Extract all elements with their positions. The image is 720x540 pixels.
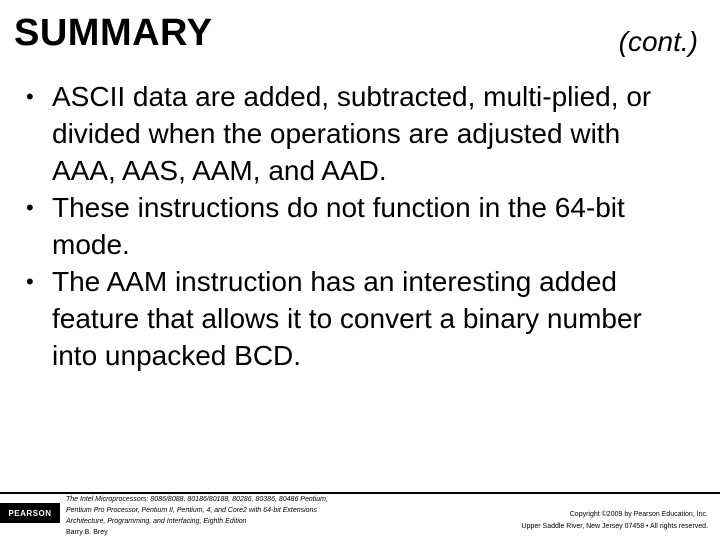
copyright-notice xyxy=(522,509,708,533)
bullet-item xyxy=(26,263,686,374)
pearson-logo: PEARSON xyxy=(0,503,60,523)
book-title-line: The Intel Microprocessors: 8086/8088, 80186/80188, 80286, 80386, 80486 Pentium, xyxy=(66,496,328,503)
bullet-item xyxy=(26,189,686,263)
bullet-list xyxy=(26,78,686,374)
bullet-dot-icon: • xyxy=(26,195,34,220)
copyright-line: Copyright ©2009 by Pearson Education, Inc. xyxy=(569,511,708,518)
slide-title: SUMMARY xyxy=(14,12,213,54)
bullet-dot-icon: • xyxy=(26,84,34,109)
continued-label: (cont.) xyxy=(618,26,698,57)
bullet-text: The AAM instruction has an interesting added feature that allows it to convert a binary number into unpacked BCD. xyxy=(52,266,642,371)
book-title-line: Architecture, Programming, and Interfacing, Eighth Edition xyxy=(66,518,247,525)
book-author: Barry B. Brey xyxy=(66,529,108,536)
bullet-dot-icon: • xyxy=(26,269,34,294)
bullet-text: ASCII data are added, subtracted, multi-plied, or divided when the operations are adjusted with AAA, AAS, AAM, and AAD. xyxy=(52,81,652,186)
book-title-line: Pentium Pro Processor, Pentium II, Pentium, 4, and Core2 with 64-bit Extensions xyxy=(66,507,317,514)
book-citation xyxy=(66,494,396,538)
bullet-text: These instructions do not function in the 64-bit mode. xyxy=(52,192,625,260)
bullet-item xyxy=(26,78,686,189)
copyright-line: Upper Saddle River, New Jersey 07458 • All rights reserved. xyxy=(521,523,708,530)
